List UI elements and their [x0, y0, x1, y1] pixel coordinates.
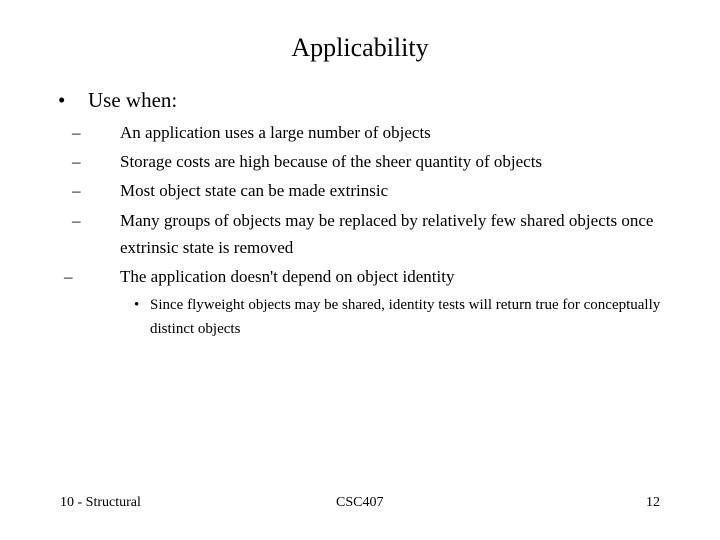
sub-bullet-text: The application doesn't depend on object identity — [120, 267, 455, 286]
bullet-use-when — [58, 86, 678, 114]
bullet-text: Use when: — [88, 88, 178, 112]
dash-marker: – — [64, 267, 73, 286]
footer-course-code: CSC407 — [336, 495, 384, 510]
sub-bullet-item — [58, 178, 678, 204]
sub-bullet-list — [58, 120, 678, 341]
bullet-marker: • — [58, 88, 66, 112]
sub-bullet-item — [58, 149, 678, 175]
sub-sub-bullet-text: Since flyweight objects may be shared, identity tests will return true for conceptually distinct objects — [150, 297, 661, 337]
sub-bullet-text: Most object state can be made extrinsic — [120, 181, 389, 200]
sub-bullet-item — [58, 264, 678, 290]
footer-page-number: 12 — [646, 495, 660, 510]
slide-content — [58, 86, 678, 341]
sub-bullet-item — [58, 207, 678, 261]
dash-marker: – — [72, 181, 81, 200]
sub-bullet-item — [58, 120, 678, 146]
sub-bullet-text: An application uses a large number of objects — [120, 123, 431, 142]
sub-sub-bullet-item — [58, 293, 678, 341]
dash-marker: – — [72, 211, 81, 230]
footer-section-label: 10 - Structural — [60, 495, 141, 510]
dash-marker: – — [72, 152, 81, 171]
bullet-marker: • — [134, 297, 140, 313]
slide-title: Applicability — [291, 33, 429, 62]
sub-bullet-text: Many groups of objects may be replaced by relatively few shared objects once extrinsic state is removed — [120, 211, 654, 257]
sub-bullet-text: Storage costs are high because of the sheer quantity of objects — [120, 152, 543, 171]
dash-marker: – — [72, 123, 81, 142]
